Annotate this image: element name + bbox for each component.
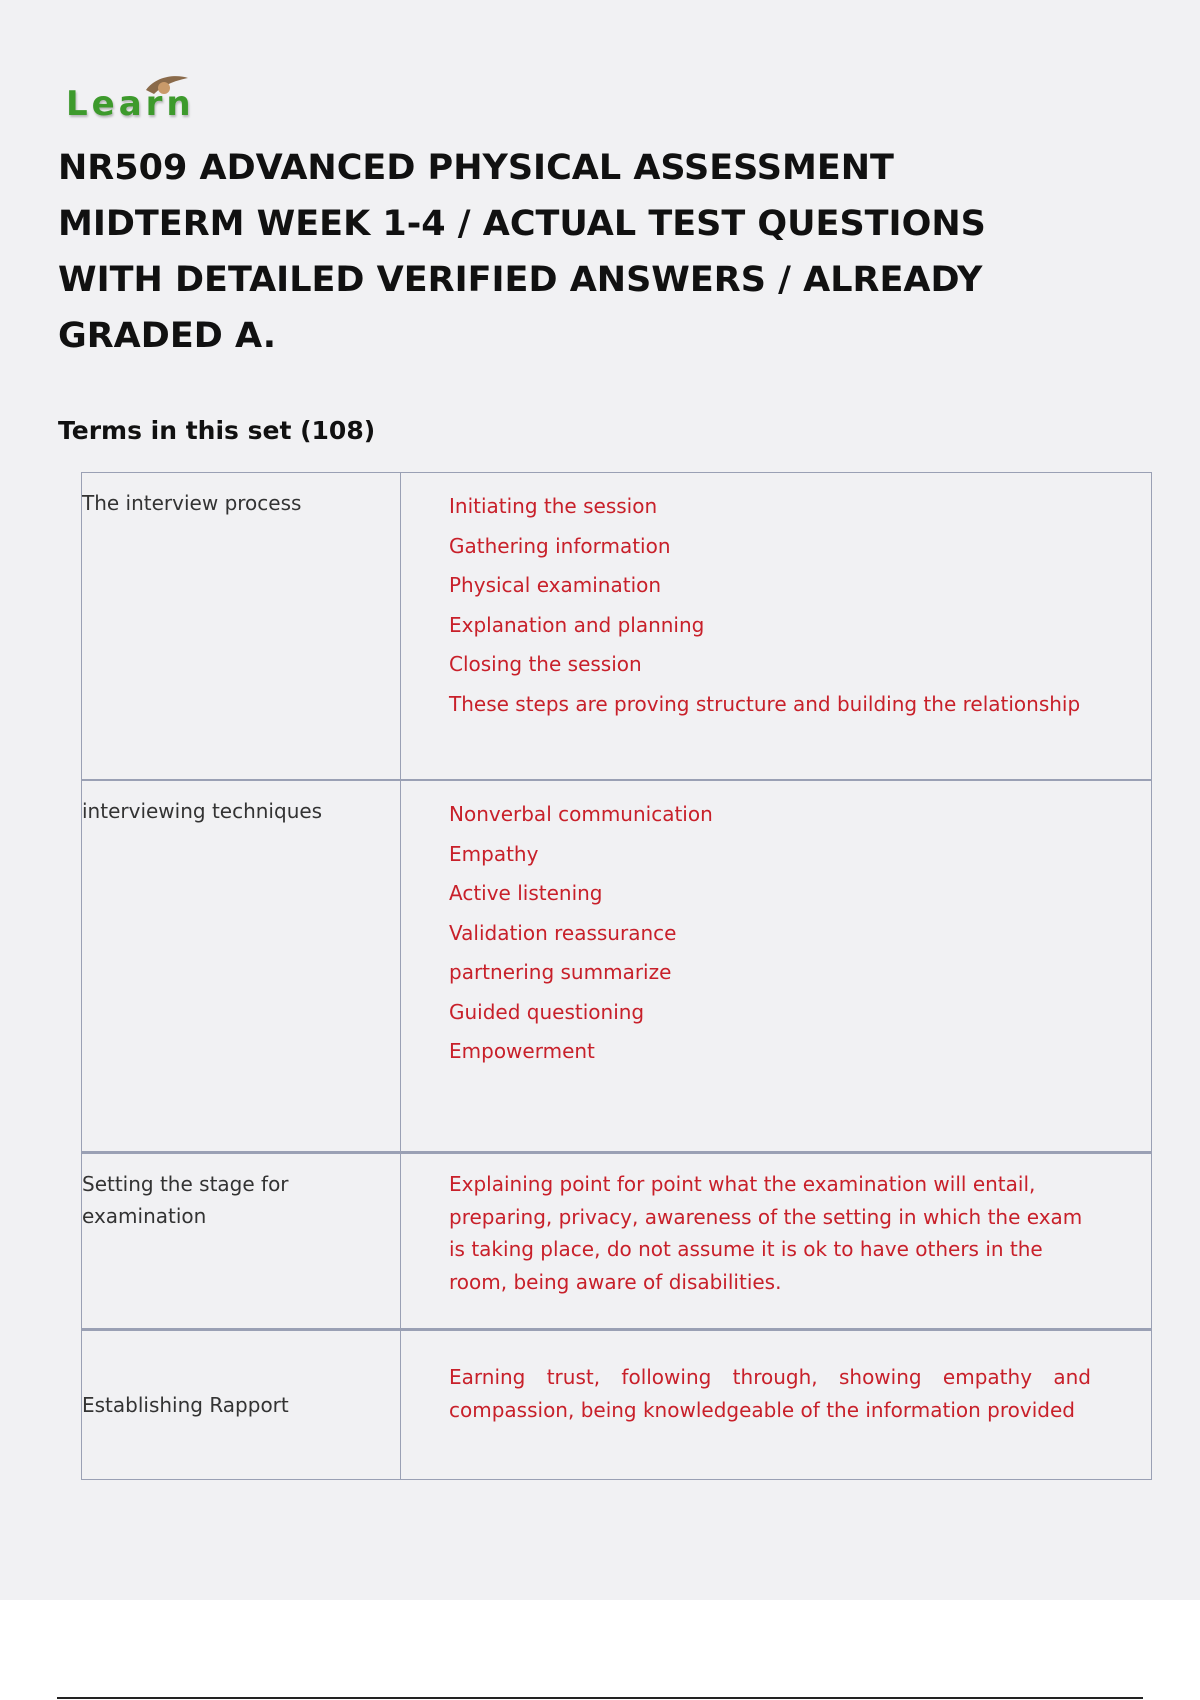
definition-line: Physical examination	[449, 573, 662, 597]
definition-line: partnering summarize	[449, 960, 672, 984]
term-cell: Setting the stage for examination	[82, 1153, 401, 1330]
logo-text: Learn	[66, 84, 195, 124]
definition-cell	[401, 780, 1152, 1153]
terms-table	[81, 472, 1152, 1480]
definition-line: Guided questioning	[449, 999, 645, 1024]
definition-cell	[401, 1153, 1152, 1330]
table-row	[82, 1153, 1152, 1330]
term-cell: The interview process	[82, 473, 401, 781]
table-row	[82, 1330, 1152, 1480]
terms-count-heading: Terms in this set (108)	[58, 416, 376, 445]
definition-line: Nonverbal communication	[449, 802, 713, 826]
definition-line: Initiating the session	[449, 494, 658, 518]
footer-divider	[57, 1697, 1143, 1699]
definition-line: Gathering information	[449, 533, 671, 558]
term-cell: Establishing Rapport	[82, 1330, 401, 1480]
document-title: NR509 ADVANCED PHYSICAL ASSESSMENT MIDTERM WEEK 1-4 / ACTUAL TEST QUESTIONS WITH DETAILED VERIFIED ANSWERS / ALREADY GRADED A.	[58, 148, 986, 356]
definition-line: Empathy	[449, 841, 539, 866]
definition-text: Earning trust, following through, showing empathy and compassion, being knowledgeable of the information provided	[449, 1365, 1091, 1422]
learn-logo	[64, 74, 254, 126]
definition-line: Closing the session	[449, 652, 642, 676]
definition-line: Validation reassurance	[449, 920, 677, 945]
table-row	[82, 780, 1152, 1153]
definition-cell	[401, 473, 1152, 781]
term-cell: interviewing techniques	[82, 780, 401, 1153]
definition-line: Explanation and planning	[449, 612, 705, 637]
definition-line: Active listening	[449, 881, 603, 905]
table-row	[82, 473, 1152, 781]
definition-text: Explaining point for point what the examination will entail, preparing, privacy, awareness of the setting in which the exam is taking place, do not assume it is ok to have others in the room, being aware of disabilities.	[449, 1172, 1083, 1294]
definition-cell	[401, 1330, 1152, 1480]
definition-line: Empowerment	[449, 1039, 595, 1063]
definition-line: These steps are proving structure and building the relationship	[449, 691, 1081, 716]
